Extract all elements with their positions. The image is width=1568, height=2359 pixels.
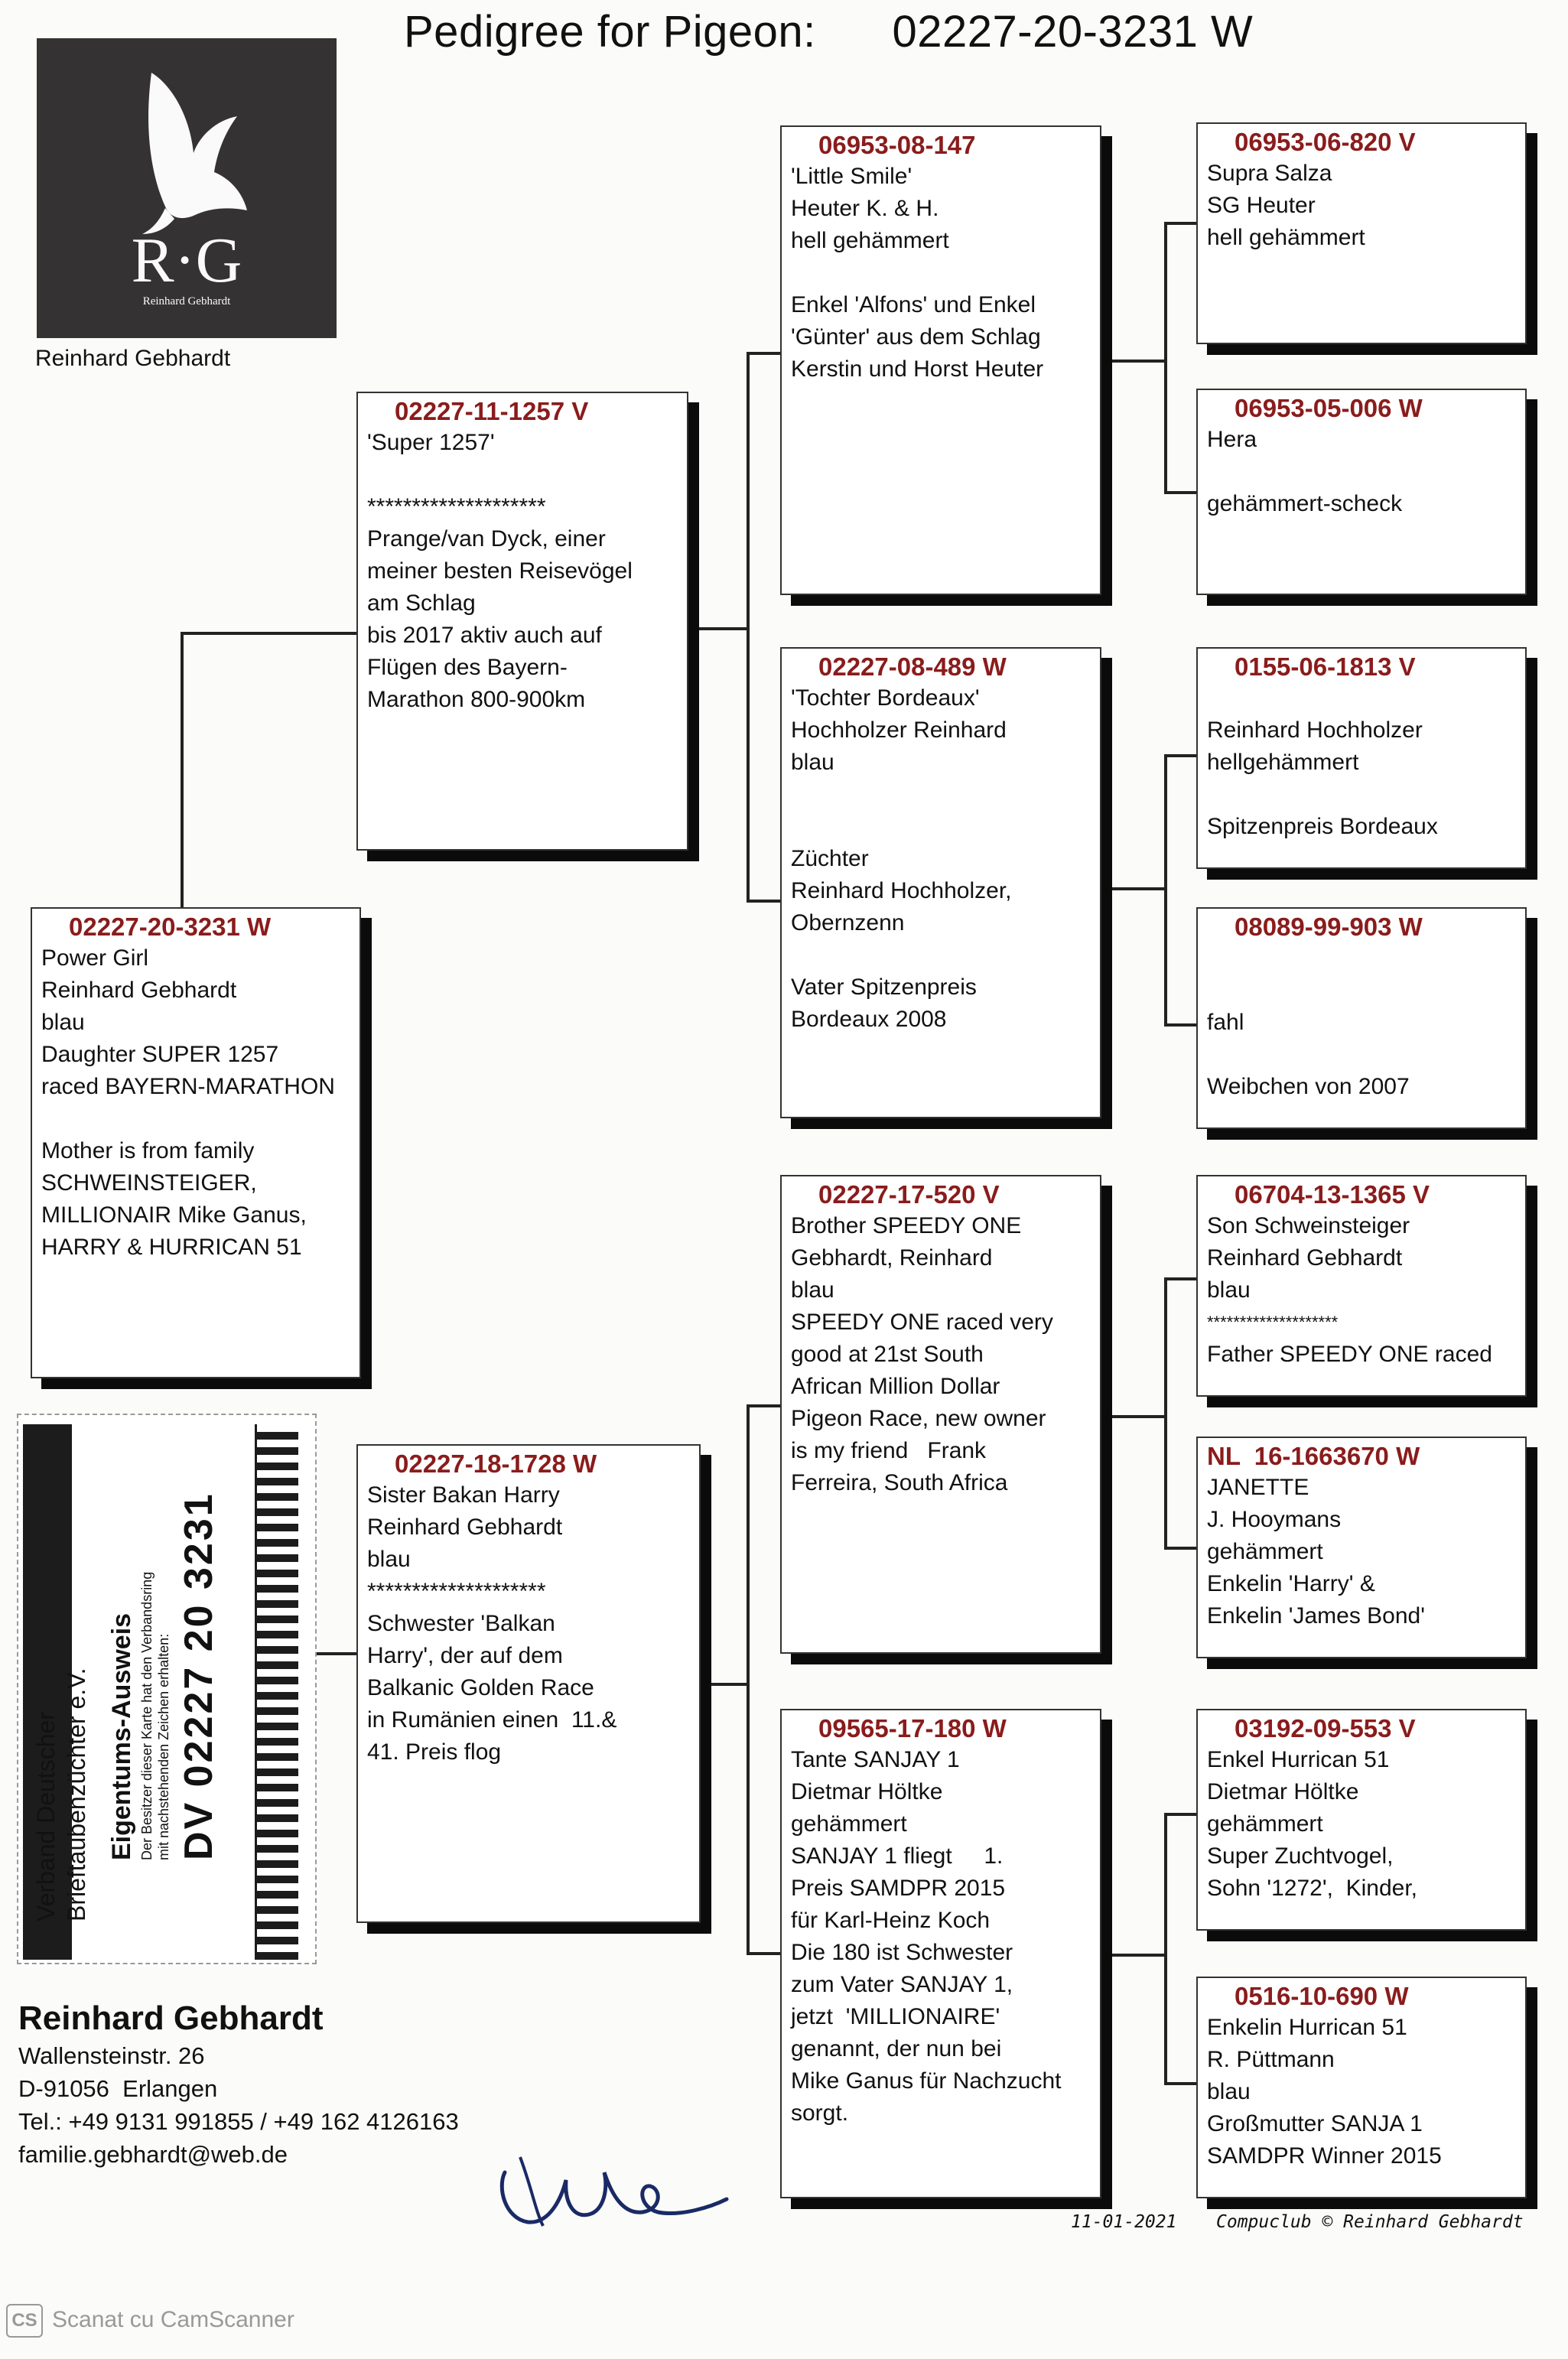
connector-line: [1164, 754, 1196, 757]
pedigree-line: Ferreira, South Africa: [791, 1470, 1008, 1495]
subject-pigeon-box: [31, 907, 361, 1378]
pedigree-line: Enkel 'Alfons' und Enkel: [791, 292, 1036, 317]
connector-line: [1164, 754, 1167, 1027]
pedigree-line: blau: [367, 1547, 411, 1572]
footer-date: 11-01-2021: [1071, 2212, 1177, 2232]
pedigree-line: genannt, der nun bei: [791, 2036, 1002, 2061]
connector-line: [312, 1652, 358, 1655]
pedigree-line: [791, 779, 1100, 811]
connector-line: [181, 632, 184, 915]
pedigree-line: Mike Ganus für Nachzucht: [791, 2068, 1062, 2094]
owner-city: D-91056 Erlangen: [18, 2075, 218, 2102]
connector-line: [1164, 1023, 1196, 1027]
dam-box: [356, 1444, 701, 1923]
pedigree-line: Prange/van Dyck, einer: [367, 526, 606, 552]
connector-line: [1164, 1813, 1167, 2085]
pedigree-line: Enkelin 'Harry' &: [1207, 1571, 1375, 1596]
pedigree-line: [1207, 456, 1525, 488]
owner-address-block: [18, 1998, 459, 2171]
pedigree-line: Kerstin und Horst Heuter: [791, 356, 1044, 382]
logo: [37, 38, 337, 338]
ring-number: 06953-06-820 V: [1235, 128, 1416, 156]
pedigree-line: blau: [791, 1277, 834, 1303]
dam-dam-box: [780, 1709, 1101, 2198]
pedigree-line: Großmutter SANJA 1: [1207, 2111, 1423, 2136]
pedigree-line: Schwester 'Balkan: [367, 1611, 555, 1636]
logo-small-text: Reinhard Gebhardt: [142, 295, 231, 307]
pedigree-line: R. Püttmann: [1207, 2047, 1335, 2072]
pedigree-line: Preis SAMDPR 2015: [791, 1876, 1006, 1901]
dam-sire-box: [780, 1175, 1101, 1654]
ownership-card: [17, 1414, 317, 1964]
pedigree-line: gehämmert-scheck: [1207, 491, 1403, 516]
pedigree-line: Brother SPEEDY ONE: [791, 1213, 1022, 1238]
connector-line: [688, 627, 750, 630]
pedigree-line: Reinhard Hochholzer: [1207, 717, 1423, 743]
pedigree-line: SG Heuter: [1207, 193, 1316, 218]
pedigree-line: [367, 459, 687, 491]
ring-number: 02227-18-1728 W: [395, 1450, 597, 1478]
pedigree-line: [791, 939, 1100, 971]
pedigree-line: Dietmar Höltke: [791, 1779, 943, 1804]
ring-number: 06704-13-1365 V: [1235, 1180, 1430, 1209]
pedigree-line: 'Little Smile': [791, 164, 912, 189]
card-ring-number: DV 02227 20 3231: [177, 1492, 221, 1860]
pedigree-line: Enkelin 'James Bond': [1207, 1603, 1425, 1629]
pedigree-line: [1207, 942, 1525, 975]
owner-phone: Tel.: +49 9131 991855 / +49 162 4126163: [18, 2108, 459, 2135]
signature-icon: [490, 2142, 734, 2241]
owner-street: Wallensteinstr. 26: [18, 2042, 205, 2069]
pedigree-line: Bordeaux 2008: [791, 1007, 947, 1032]
connector-line: [1101, 1954, 1167, 1957]
camscanner-icon: CS: [6, 2304, 43, 2338]
pedigree-line: gehämmert: [1207, 1539, 1323, 1564]
pedigree-line: Die 180 ist Schwester: [791, 1940, 1013, 1965]
pedigree-line: Reinhard Hochholzer,: [791, 878, 1012, 903]
pedigree-line: 'Günter' aus dem Schlag: [791, 324, 1041, 350]
pedigree-line: J. Hooymans: [1207, 1507, 1342, 1532]
pedigree-line: Daughter SUPER 1257: [41, 1042, 279, 1067]
ring-number: 03192-09-553 V: [1235, 1714, 1416, 1742]
pedigree-line: zum Vater SANJAY 1,: [791, 1972, 1013, 1997]
connector-line: [747, 352, 780, 355]
pedigree-line: [791, 257, 1100, 289]
pedigree-line: African Million Dollar: [791, 1374, 1000, 1399]
pedigree-line: gehämmert: [1207, 1811, 1323, 1837]
pedigree-line: is my friend Frank: [791, 1438, 987, 1463]
pedigree-line: good at 21st South: [791, 1342, 984, 1367]
pedigree-line: Vater Spitzenpreis: [791, 975, 977, 1000]
pedigree-line: blau: [1207, 2079, 1251, 2104]
pedigree-line: meiner besten Reisevögel: [367, 558, 633, 584]
sire-box: [356, 392, 688, 851]
connector-line: [1164, 1277, 1167, 1550]
ring-number: 02227-17-520 V: [818, 1180, 1000, 1209]
great-grandparent-box-6: [1196, 1437, 1527, 1658]
connector-line: [1101, 1415, 1167, 1418]
pedigree-line: hell gehämmert: [791, 228, 949, 253]
pedigree-line: Weibchen von 2007: [1207, 1074, 1410, 1099]
pedigree-line: Heuter K. & H.: [791, 196, 939, 221]
great-grandparent-box-5: [1196, 1175, 1527, 1397]
pedigree-line: Hochholzer Reinhard: [791, 717, 1007, 743]
pedigree-line: Reinhard Gebhardt: [1207, 1245, 1403, 1271]
pedigree-line: Spitzenpreis Bordeaux: [1207, 814, 1438, 839]
ring-number: 09565-17-180 W: [818, 1714, 1007, 1742]
pedigree-line: 'Tochter Bordeaux': [791, 685, 980, 711]
great-grandparent-box-1: [1196, 122, 1527, 344]
connector-line: [181, 632, 356, 635]
pedigree-line: jetzt 'MILLIONAIRE': [791, 2004, 1000, 2029]
pedigree-line: bis 2017 aktiv auch auf: [367, 623, 602, 648]
ring-number: 02227-20-3231 W: [69, 913, 272, 941]
pedigree-line: ********************: [367, 1579, 546, 1604]
pedigree-line: Reinhard Gebhardt: [367, 1515, 563, 1540]
ring-number: 06953-08-147: [818, 131, 976, 159]
pedigree-line: am Schlag: [367, 591, 476, 616]
pedigree-line: Mother is from family: [41, 1138, 255, 1163]
pedigree-line: blau: [791, 750, 834, 775]
card-small-text: Der Besitzer dieser Karte hat den Verbandsring: [139, 1571, 155, 1860]
pedigree-line: blau: [41, 1010, 85, 1035]
pedigree-line: [1207, 682, 1525, 714]
page-title: Pedigree for Pigeon: 02227-20-3231 W: [404, 7, 1254, 57]
pedigree-line: Dietmar Höltke: [1207, 1779, 1359, 1804]
connector-line: [1101, 360, 1167, 363]
pedigree-line: [41, 1103, 359, 1135]
pedigree-line: SAMDPR Winner 2015: [1207, 2143, 1442, 2169]
connector-line: [701, 1683, 750, 1686]
pedigree-line: gehämmert: [791, 1811, 907, 1837]
connector-line: [1164, 491, 1196, 494]
pedigree-line: ********************: [367, 494, 546, 519]
pedigree-line: MILLIONAIR Mike Ganus,: [41, 1202, 307, 1228]
logo-monogram: R·G: [131, 225, 242, 296]
ring-number: 0155-06-1813 V: [1235, 652, 1416, 681]
pedigree-line: SCHWEINSTEIGER,: [41, 1170, 257, 1196]
connector-line: [747, 1404, 780, 1407]
pedigree-line: Pigeon Race, new owner: [791, 1406, 1046, 1431]
pedigree-line: fahl: [1207, 1010, 1244, 1035]
card-rotated-content: [31, 1432, 291, 1952]
scanner-text: Scanat cu CamScanner: [52, 2307, 294, 2332]
card-small-text: mit nachstehenden Zeichen erhalten:: [156, 1633, 171, 1860]
pedigree-line: 41. Preis flog: [367, 1739, 502, 1765]
pedigree-line: SPEEDY ONE raced very: [791, 1310, 1053, 1335]
connector-line: [1164, 1813, 1196, 1816]
pedigree-line: [1207, 975, 1525, 1007]
pedigree-line: für Karl-Heinz Koch: [791, 1908, 991, 1933]
connector-line: [1164, 222, 1196, 225]
pedigree-line: Hera: [1207, 427, 1257, 452]
pedigree-line: hellgehämmert: [1207, 750, 1359, 775]
connector-line: [747, 352, 750, 903]
footer-credit: Compuclub © Reinhard Gebhardt: [1216, 2212, 1524, 2232]
great-grandparent-box-7: [1196, 1709, 1527, 1931]
card-org-line1: Verband Deutscher: [32, 1712, 60, 1921]
pedigree-line: sorgt.: [791, 2100, 849, 2126]
pedigree-line: Balkanic Golden Race: [367, 1675, 594, 1700]
connector-line: [1164, 2082, 1196, 2085]
ring-number: 0516-10-690 W: [1235, 1982, 1409, 2010]
card-org-line2: Brieftaubenzüchter e.V.: [63, 1668, 90, 1921]
pedigree-line: Sister Bakan Harry: [367, 1482, 560, 1508]
pedigree-line: Father SPEEDY ONE raced: [1207, 1342, 1492, 1367]
pedigree-line: Gebhardt, Reinhard: [791, 1245, 993, 1271]
ring-number: 02227-08-489 W: [818, 652, 1007, 681]
card-title: Eigentums-Ausweis: [107, 1612, 136, 1860]
ring-number: NL 16-1663670 W: [1207, 1442, 1420, 1470]
ring-number: 06953-05-006 W: [1235, 394, 1423, 422]
connector-line: [747, 900, 780, 903]
owner-name: Reinhard Gebhardt: [18, 1999, 324, 2037]
pedigree-line: Power Girl: [41, 945, 149, 971]
pedigree-line: Züchter: [791, 846, 869, 871]
pedigree-line: ********************: [1207, 1313, 1339, 1332]
pedigree-line: [791, 811, 1100, 843]
great-grandparent-box-3: [1196, 647, 1527, 869]
sire-sire-box: [780, 125, 1101, 595]
connector-line: [747, 1404, 750, 1955]
connector-line: [1164, 1547, 1196, 1550]
pedigree-line: Son Schweinsteiger: [1207, 1213, 1410, 1238]
pedigree-line: raced BAYERN-MARATHON: [41, 1074, 335, 1099]
ring-number: 08089-99-903 W: [1235, 913, 1423, 941]
pedigree-line: SANJAY 1 fliegt 1.: [791, 1843, 1004, 1869]
pedigree-line: JANETTE: [1207, 1475, 1309, 1500]
pedigree-line: Marathon 800-900km: [367, 687, 586, 712]
dove-logo-icon: [37, 38, 337, 338]
connector-line: [747, 1952, 780, 1955]
sire-dam-box: [780, 647, 1101, 1118]
pedigree-line: Enkelin Hurrican 51: [1207, 2015, 1407, 2040]
pedigree-line: Tante SANJAY 1: [791, 1747, 960, 1772]
ring-number: 02227-11-1257 V: [395, 397, 589, 425]
pedigree-line: [1207, 779, 1525, 811]
pedigree-line: Sohn '1272', Kinder,: [1207, 1876, 1417, 1901]
great-grandparent-box-4: [1196, 907, 1527, 1129]
pedigree-line: Flügen des Bayern-: [367, 655, 568, 680]
great-grandparent-box-8: [1196, 1977, 1527, 2198]
pedigree-line: Reinhard Gebhardt: [41, 978, 237, 1003]
ownership-card-body: [23, 1424, 298, 1960]
pedigree-line: Supra Salza: [1207, 161, 1332, 186]
connector-line: [1164, 222, 1167, 494]
pedigree-line: [1207, 1039, 1525, 1071]
pedigree-line: HARRY & HURRICAN 51: [41, 1235, 302, 1260]
owner-email: familie.gebhardt@web.de: [18, 2141, 288, 2168]
pedigree-line: 'Super 1257': [367, 430, 495, 455]
pedigree-line: Enkel Hurrican 51: [1207, 1747, 1390, 1772]
pedigree-line: hell gehämmert: [1207, 225, 1365, 250]
pedigree-line: blau: [1207, 1277, 1251, 1303]
connector-line: [1101, 887, 1167, 890]
logo-caption: Reinhard Gebhardt: [35, 346, 231, 371]
pedigree-line: in Rumänien einen 11.&: [367, 1707, 617, 1733]
pedigree-line: Harry', der auf dem: [367, 1643, 563, 1668]
connector-line: [1164, 1277, 1196, 1280]
pedigree-line: Super Zuchtvogel,: [1207, 1843, 1394, 1869]
great-grandparent-box-2: [1196, 389, 1527, 595]
pedigree-line: Obernzenn: [791, 910, 905, 935]
